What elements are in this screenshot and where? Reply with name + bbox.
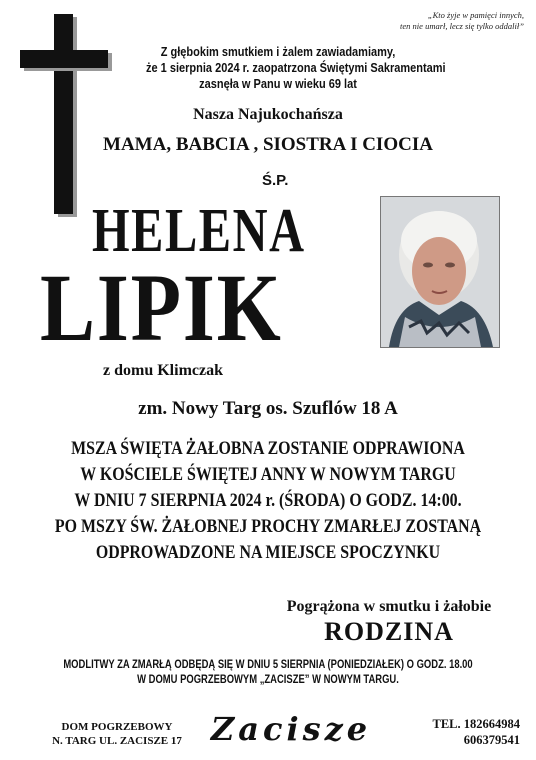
mass-line: ODPROWADZONE NA MIEJSCE SPOCZYNKU — [95, 543, 441, 563]
portrait-image — [381, 197, 499, 347]
phone-2: 606379541 — [463, 733, 520, 747]
beloved-text: Nasza Najukochańsza — [193, 106, 343, 123]
funeral-home-logo: Zacisze — [210, 710, 372, 748]
death-place: zm. Nowy Targ os. Szuflów 18 A — [138, 398, 398, 419]
mass-line: MSZA ŚWIĘTA ŻAŁOBNA ZOSTANIE ODPRAWIONA — [71, 439, 465, 459]
intro-line-1: Z głębokim smutkiem i żalem zawiadamiamy, — [160, 45, 396, 59]
deceased-portrait — [380, 196, 500, 348]
memorial-quote — [334, 10, 524, 32]
mass-line: PO MSZY ŚW. ŻAŁOBNEJ PROCHY ZMARŁEJ ZOSTANĄ — [54, 517, 482, 537]
family-signature: RODZINA — [324, 617, 454, 646]
funeral-home-street: N. TARG UL. ZACISZE 17 — [52, 735, 182, 747]
funeral-home-phones — [398, 716, 520, 748]
announcement-intro — [146, 44, 446, 92]
quote-line-1: „Kto żyje w pamięci innych, — [427, 10, 524, 20]
prayer-announcement — [48, 658, 488, 688]
quote-line-2: ten nie umarł, lecz się tylko oddalił” — [400, 21, 524, 31]
mass-line: W DNIU 7 SIERPNIA 2024 r. (ŚRODA) O GODZ. 14:00. — [74, 491, 462, 511]
mass-announcement — [38, 436, 499, 566]
cross-icon-arm — [20, 50, 108, 68]
grief-text: Pogrążona w smutku i żałobie — [286, 598, 492, 615]
title-abbreviation: Ś.P. — [262, 172, 289, 189]
intro-line-2: że 1 sierpnia 2024 r. zaopatrzona Świętymi Sakramentami — [146, 61, 446, 75]
prayer-line-2: W DOMU POGRZEBOWYM „ZACISZE” W NOWYM TARGU. — [137, 674, 399, 686]
deceased-last-name: LIPIK — [40, 254, 283, 361]
relation-text: MAMA, BABCIA , SIOSTRA I CIOCIA — [103, 134, 433, 155]
maiden-name: z domu Klimczak — [103, 362, 223, 379]
funeral-home-name: DOM POGRZEBOWY — [61, 721, 173, 733]
mass-line: W KOŚCIELE ŚWIĘTEJ ANNY W NOWYM TARGU — [80, 465, 456, 485]
funeral-home-address — [32, 720, 202, 748]
deceased-first-name: HELENA — [92, 197, 306, 265]
intro-line-3: zasnęła w Panu w wieku 69 lat — [199, 77, 357, 91]
phone-1: TEL. 182664984 — [432, 717, 520, 731]
prayer-line-1: MODLITWY ZA ZMARŁĄ ODBĘDĄ SIĘ W DNIU 5 SIERPNIA (PONIEDZIAŁEK) O GODZ. 18.00 — [63, 659, 473, 671]
